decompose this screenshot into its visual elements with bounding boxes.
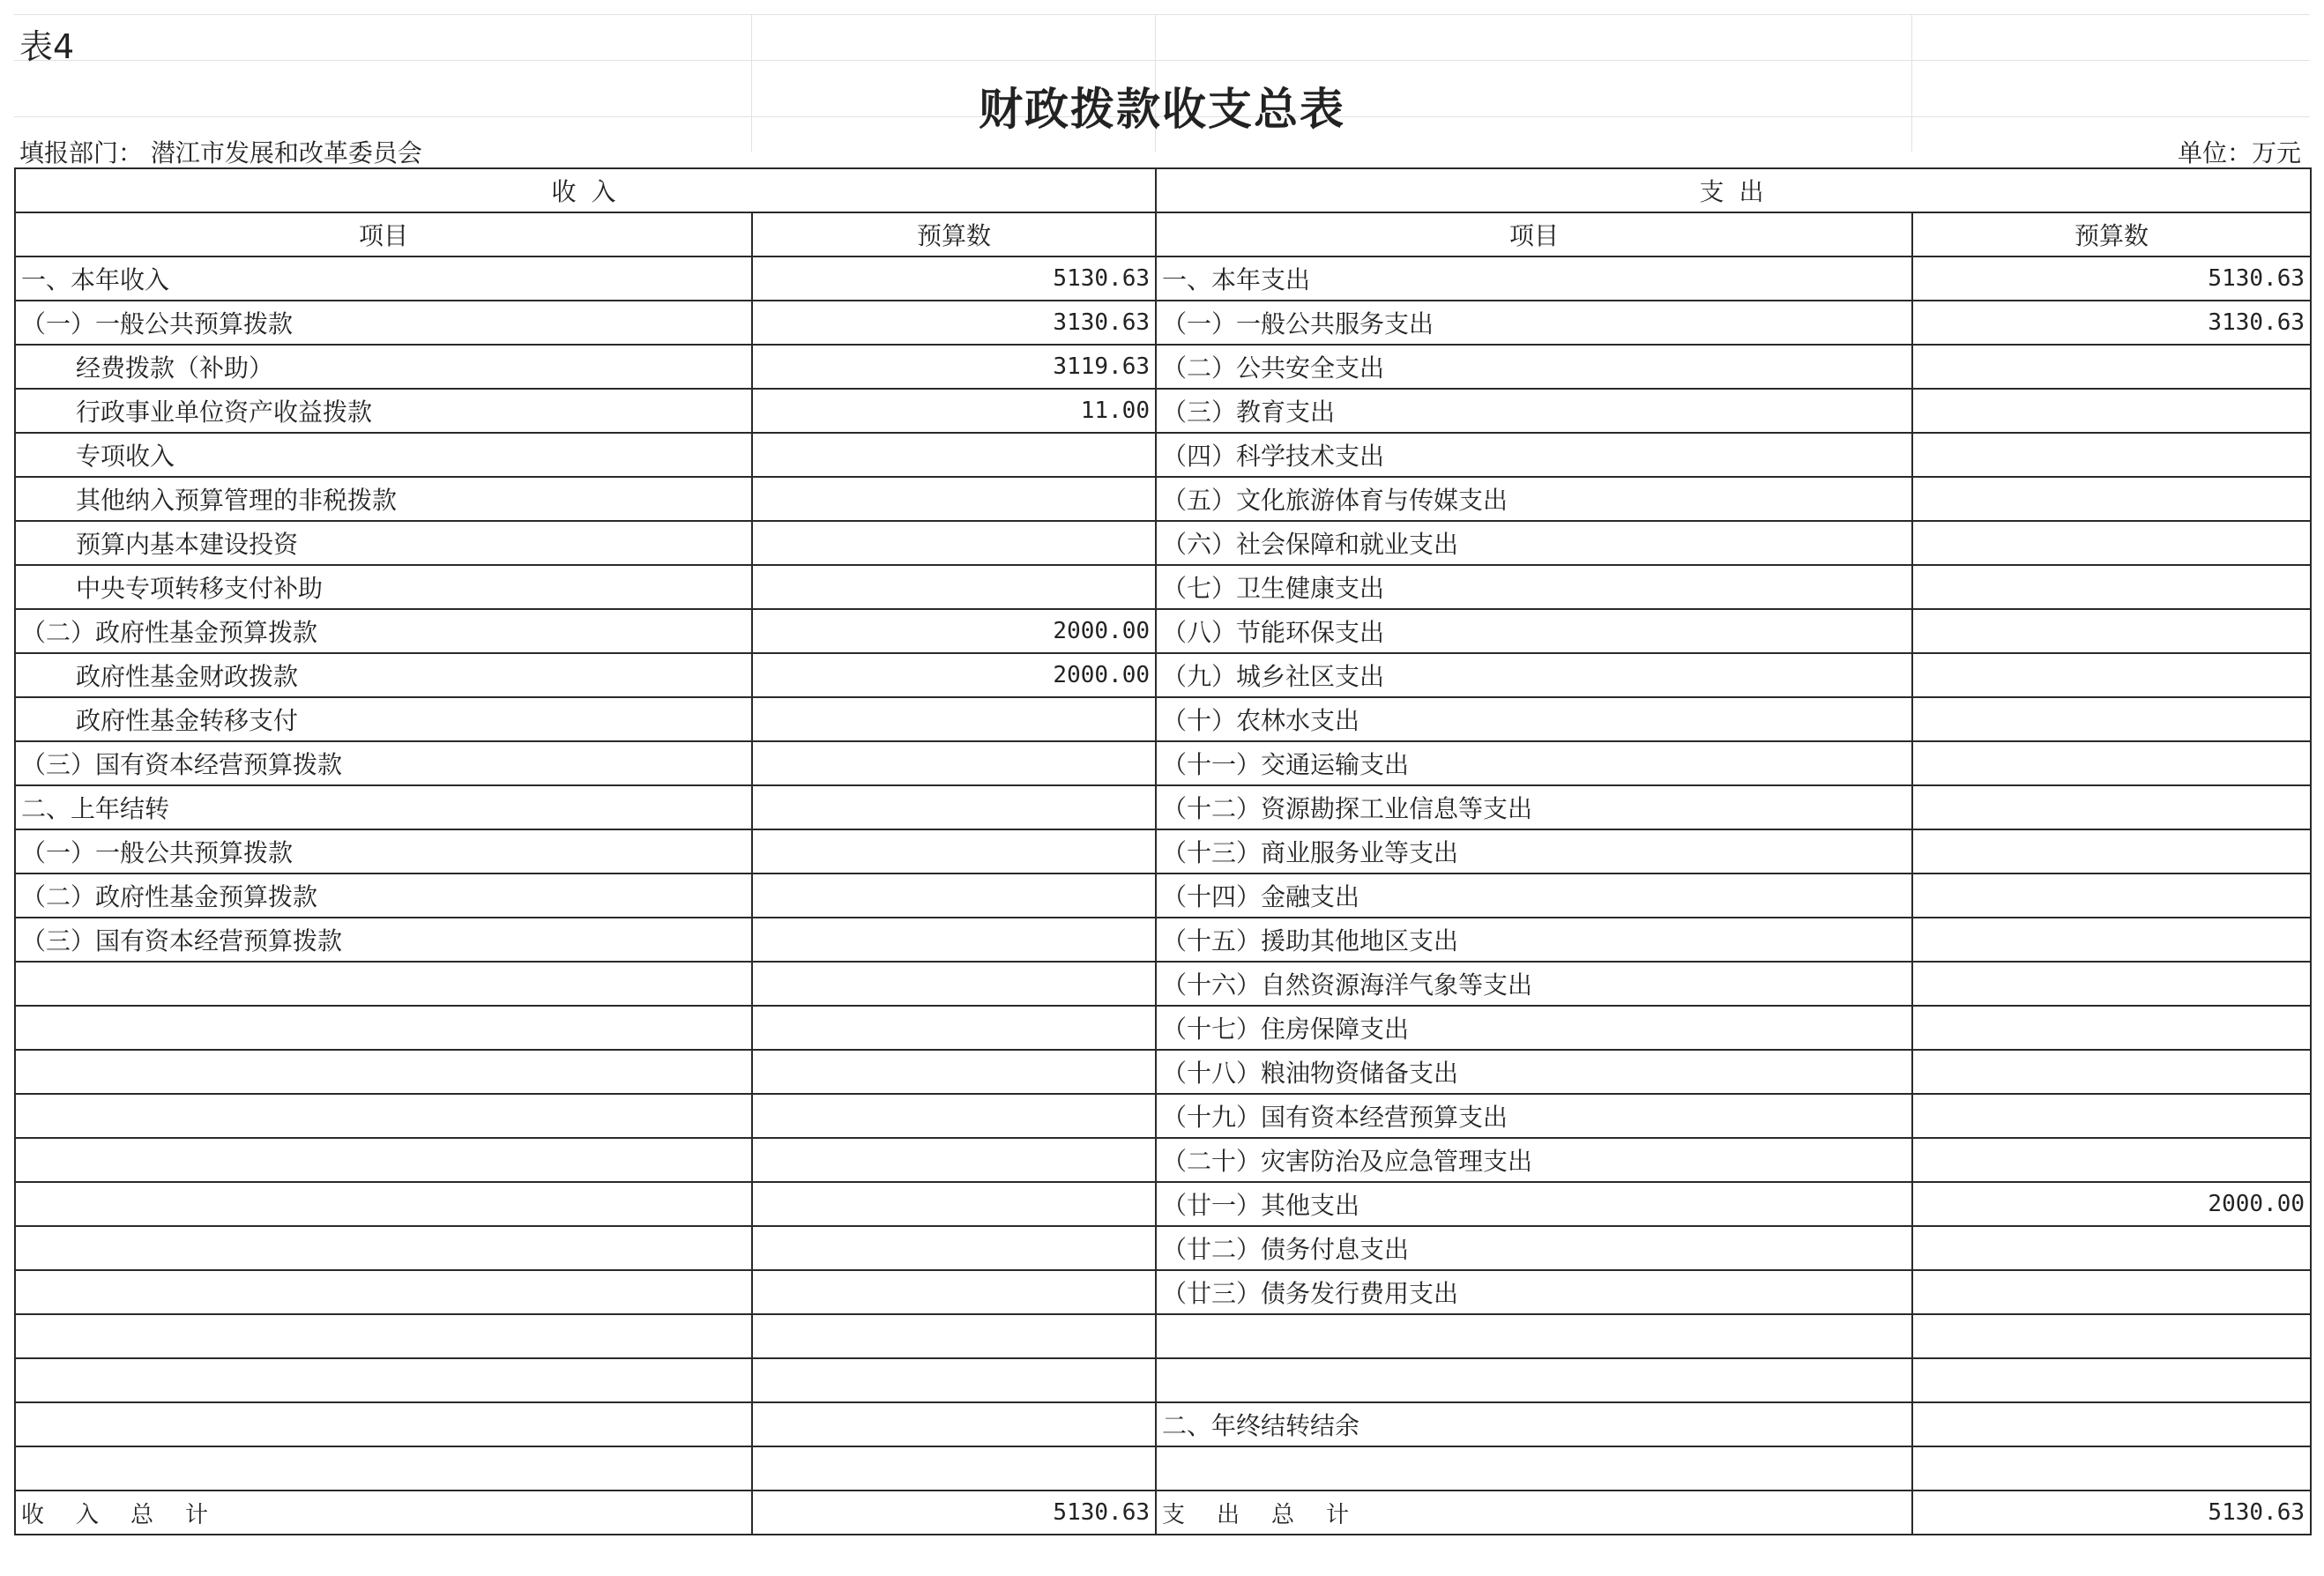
- income-budget-cell: [752, 1226, 1156, 1270]
- expense-item-cell: [1156, 1358, 1912, 1402]
- income-budget-cell: [752, 873, 1156, 918]
- page-title: 财政拨款收支总表: [979, 83, 1345, 135]
- table-row: [15, 609, 2311, 653]
- income-budget-cell: [752, 962, 1156, 1006]
- table-row: [15, 697, 2311, 741]
- expense-budget-cell: [1912, 345, 2311, 389]
- table-row: [15, 918, 2311, 962]
- expense-item-cell: （十四）金融支出: [1156, 873, 1912, 918]
- expense-item-cell: （七）卫生健康支出: [1156, 565, 1912, 609]
- expense-item-header: 项目: [1156, 212, 1912, 256]
- table-row: [15, 433, 2311, 477]
- expense-item-cell: （一）一般公共服务支出: [1156, 301, 1912, 345]
- income-budget-cell: [752, 1314, 1156, 1358]
- expense-item-cell: （十）农林水支出: [1156, 697, 1912, 741]
- expense-item-cell: （四）科学技术支出: [1156, 433, 1912, 477]
- expense-item-cell: （廿三）债务发行费用支出: [1156, 1270, 1912, 1314]
- income-item-cell: 预算内基本建设投资: [15, 521, 752, 565]
- expense-budget-cell: [1912, 1094, 2311, 1138]
- income-budget-cell: [752, 433, 1156, 477]
- expense-item-cell: （廿二）债务付息支出: [1156, 1226, 1912, 1270]
- expense-budget-cell: [1912, 433, 2311, 477]
- expense-item-cell: （十五）援助其他地区支出: [1156, 918, 1912, 962]
- table-row: [15, 301, 2311, 345]
- table-row: [15, 1050, 2311, 1094]
- expense-budget-cell: [1912, 565, 2311, 609]
- expense-item-cell: （二）公共安全支出: [1156, 345, 1912, 389]
- expense-item-cell: （十二）资源勘探工业信息等支出: [1156, 785, 1912, 829]
- expense-item-cell: （二十）灾害防治及应急管理支出: [1156, 1138, 1912, 1182]
- expense-budget-cell: [1912, 785, 2311, 829]
- table-row: [15, 829, 2311, 873]
- income-item-header: 项目: [15, 212, 752, 256]
- total-row: [15, 1491, 2311, 1535]
- expense-budget-cell: [1912, 962, 2311, 1006]
- table-row: [15, 1182, 2311, 1226]
- income-item-cell: [15, 1006, 752, 1050]
- income-item-cell: （三）国有资本经营预算拨款: [15, 741, 752, 785]
- income-budget-cell: [752, 477, 1156, 521]
- income-budget-cell: 11.00: [752, 389, 1156, 433]
- income-item-cell: [15, 1358, 752, 1402]
- income-item-cell: （一）一般公共预算拨款: [15, 829, 752, 873]
- expense-item-cell: （十九）国有资本经营预算支出: [1156, 1094, 1912, 1138]
- expense-item-cell: （八）节能环保支出: [1156, 609, 1912, 653]
- gridline: [14, 14, 2310, 15]
- expense-budget-cell: [1912, 1226, 2311, 1270]
- expense-budget-cell: 3130.63: [1912, 301, 2311, 345]
- table-row: [15, 1314, 2311, 1358]
- expense-budget-cell: 5130.63: [1912, 256, 2311, 301]
- table-row: [15, 741, 2311, 785]
- income-budget-cell: [752, 1446, 1156, 1491]
- section-header-row: [15, 168, 2311, 212]
- expense-budget-cell: [1912, 1050, 2311, 1094]
- expense-item-cell: 二、年终结转结余: [1156, 1402, 1912, 1446]
- income-item-cell: 政府性基金财政拨款: [15, 653, 752, 697]
- table-number-label: 表4: [19, 27, 75, 66]
- income-item-cell: [15, 1138, 752, 1182]
- expense-item-cell: （廿一）其他支出: [1156, 1182, 1912, 1226]
- table-row: [15, 1138, 2311, 1182]
- income-item-cell: （二）政府性基金预算拨款: [15, 609, 752, 653]
- income-budget-cell: [752, 785, 1156, 829]
- expense-budget-cell: [1912, 521, 2311, 565]
- expense-budget-cell: [1912, 1006, 2311, 1050]
- expense-item-cell: （五）文化旅游体育与传媒支出: [1156, 477, 1912, 521]
- expense-budget-cell: [1912, 697, 2311, 741]
- income-item-cell: 专项收入: [15, 433, 752, 477]
- income-budget-cell: [752, 741, 1156, 785]
- income-budget-cell: [752, 1402, 1156, 1446]
- expense-item-cell: （六）社会保障和就业支出: [1156, 521, 1912, 565]
- expense-item-cell: [1156, 1314, 1912, 1358]
- expense-budget-cell: [1912, 829, 2311, 873]
- income-item-cell: 政府性基金转移支付: [15, 697, 752, 741]
- report-info-row: [19, 134, 2305, 169]
- table-row: [15, 345, 2311, 389]
- table-row: [15, 785, 2311, 829]
- income-item-cell: [15, 962, 752, 1006]
- income-budget-cell: [752, 1050, 1156, 1094]
- expense-budget-cell: [1912, 389, 2311, 433]
- income-item-cell: 一、本年收入: [15, 256, 752, 301]
- expense-budget-cell: [1912, 1402, 2311, 1446]
- table-row: [15, 1226, 2311, 1270]
- table-row: [15, 1402, 2311, 1446]
- reporting-department: 填报部门： 潜江市发展和改革委员会: [19, 138, 422, 167]
- income-item-cell: 其他纳入预算管理的非税拨款: [15, 477, 752, 521]
- expense-budget-cell: [1912, 873, 2311, 918]
- unit-label: 单位：万元: [2177, 138, 2301, 167]
- expense-item-cell: [1156, 1446, 1912, 1491]
- income-budget-cell: [752, 1094, 1156, 1138]
- table-row: [15, 256, 2311, 301]
- income-budget-cell: [752, 829, 1156, 873]
- expense-item-cell: （十三）商业服务业等支出: [1156, 829, 1912, 873]
- income-budget-cell: [752, 1006, 1156, 1050]
- expense-item-cell: （十八）粮油物资储备支出: [1156, 1050, 1912, 1094]
- income-budget-cell: [752, 565, 1156, 609]
- expense-budget-cell: [1912, 918, 2311, 962]
- table-row: [15, 1094, 2311, 1138]
- income-item-cell: [15, 1226, 752, 1270]
- expense-budget-cell: [1912, 1358, 2311, 1402]
- expense-item-cell: （十七）住房保障支出: [1156, 1006, 1912, 1050]
- expense-budget-cell: [1912, 1270, 2311, 1314]
- income-budget-cell: 3130.63: [752, 301, 1156, 345]
- income-budget-cell: [752, 1182, 1156, 1226]
- table-row: [15, 1358, 2311, 1402]
- expense-budget-cell: [1912, 741, 2311, 785]
- expense-budget-header: 预算数: [1912, 212, 2311, 256]
- income-item-cell: （二）政府性基金预算拨款: [15, 873, 752, 918]
- income-budget-cell: [752, 697, 1156, 741]
- income-section-header: 收 入: [15, 168, 1156, 212]
- income-item-cell: （三）国有资本经营预算拨款: [15, 918, 752, 962]
- expense-budget-cell: [1912, 1446, 2311, 1491]
- gridline: [14, 60, 2310, 61]
- expense-budget-cell: [1912, 1138, 2311, 1182]
- table-row: [15, 962, 2311, 1006]
- income-budget-cell: 2000.00: [752, 653, 1156, 697]
- table-row: [15, 565, 2311, 609]
- table-row: [15, 653, 2311, 697]
- table-row: [15, 1270, 2311, 1314]
- table-row: [15, 521, 2311, 565]
- income-item-cell: 经费拨款（补助）: [15, 345, 752, 389]
- expense-item-cell: （十六）自然资源海洋气象等支出: [1156, 962, 1912, 1006]
- income-budget-cell: 2000.00: [752, 609, 1156, 653]
- income-budget-cell: [752, 1138, 1156, 1182]
- table-row: [15, 389, 2311, 433]
- income-budget-cell: [752, 918, 1156, 962]
- expense-item-cell: （三）教育支出: [1156, 389, 1912, 433]
- column-header-row: [15, 212, 2311, 256]
- income-item-cell: （一）一般公共预算拨款: [15, 301, 752, 345]
- budget-summary-table: [14, 167, 2312, 1535]
- table-row: [15, 1006, 2311, 1050]
- expense-budget-cell: [1912, 609, 2311, 653]
- income-item-cell: [15, 1446, 752, 1491]
- expense-total-value: 5130.63: [1912, 1491, 2311, 1535]
- income-budget-cell: [752, 1358, 1156, 1402]
- expense-budget-cell: [1912, 477, 2311, 521]
- income-item-cell: [15, 1314, 752, 1358]
- income-budget-cell: [752, 1270, 1156, 1314]
- expense-budget-cell: [1912, 1314, 2311, 1358]
- expense-budget-cell: [1912, 653, 2311, 697]
- income-budget-cell: 3119.63: [752, 345, 1156, 389]
- expense-budget-cell: 2000.00: [1912, 1182, 2311, 1226]
- income-budget-cell: 5130.63: [752, 256, 1156, 301]
- income-total-value: 5130.63: [752, 1491, 1156, 1535]
- expense-item-cell: （十一）交通运输支出: [1156, 741, 1912, 785]
- expense-item-cell: 一、本年支出: [1156, 256, 1912, 301]
- expense-item-cell: （九）城乡社区支出: [1156, 653, 1912, 697]
- income-item-cell: [15, 1270, 752, 1314]
- expense-total-label: 支出总计: [1156, 1491, 1912, 1535]
- income-item-cell: 中央专项转移支付补助: [15, 565, 752, 609]
- income-item-cell: [15, 1094, 752, 1138]
- table-row: [15, 1446, 2311, 1491]
- income-item-cell: 行政事业单位资产收益拨款: [15, 389, 752, 433]
- income-item-cell: [15, 1182, 752, 1226]
- income-item-cell: 二、上年结转: [15, 785, 752, 829]
- income-budget-header: 预算数: [752, 212, 1156, 256]
- income-budget-cell: [752, 521, 1156, 565]
- income-total-label: 收入总计: [15, 1491, 752, 1535]
- table-row: [15, 477, 2311, 521]
- expense-section-header: 支 出: [1156, 168, 2311, 212]
- income-item-cell: [15, 1050, 752, 1094]
- income-item-cell: [15, 1402, 752, 1446]
- table-row: [15, 873, 2311, 918]
- spreadsheet: [14, 14, 2310, 1576]
